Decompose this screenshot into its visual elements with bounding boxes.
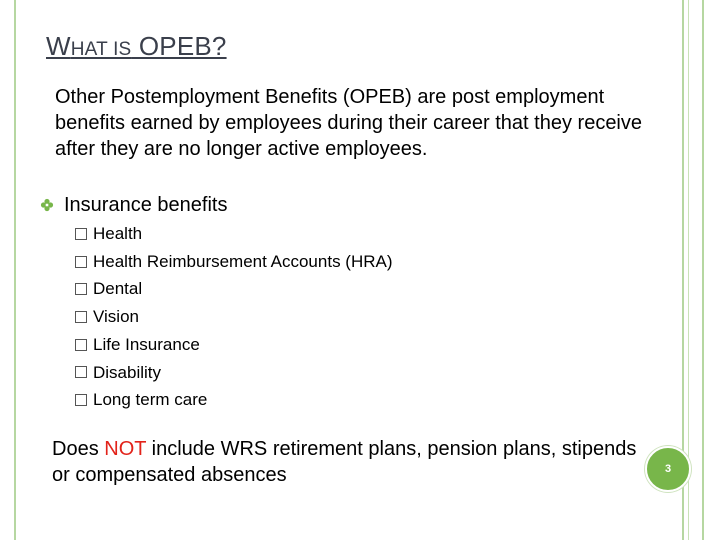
left-frame-line: [14, 0, 16, 540]
list-item: [75, 359, 393, 387]
list-item-label: Long term care: [93, 390, 208, 410]
checkbox-icon: [75, 339, 87, 351]
fleuron-icon: [40, 198, 54, 212]
list-item-label: Dental: [93, 279, 143, 299]
title-rest: OPEB?: [131, 31, 227, 61]
list-item: [75, 275, 393, 303]
title-small-caps: HAT IS: [70, 39, 132, 60]
right-frame-far-line: [702, 0, 704, 540]
list-item-label: Life Insurance: [93, 334, 200, 354]
checkbox-icon: [75, 283, 87, 295]
checkbox-icon: [75, 366, 87, 378]
page-number-badge: [645, 446, 691, 492]
list-item: [75, 248, 393, 276]
title-first-letter: W: [46, 31, 71, 61]
benefits-sublist: [75, 220, 393, 414]
checkbox-icon: [75, 256, 87, 268]
checkbox-icon: [75, 311, 87, 323]
checkbox-icon: [75, 394, 87, 406]
list-item-label: Vision: [93, 307, 139, 327]
list-item: [75, 386, 393, 414]
bullet-label: Insurance benefits: [64, 194, 228, 216]
list-item: [75, 303, 393, 331]
intro-paragraph: Other Postemployment Benefits (OPEB) are post employment benefits earned by employees during their career that they receive after they are no longer active employees.: [55, 86, 643, 160]
footer-after: include WRS retirement plans, pension plans, stipends or compensated absences: [52, 438, 637, 486]
checkbox-icon: [75, 228, 87, 240]
list-item: [75, 220, 393, 248]
footer-before: Does: [52, 438, 105, 460]
footer-emphasis: NOT: [104, 438, 147, 460]
list-item: [75, 331, 393, 359]
footer-paragraph: [52, 436, 652, 488]
slide-title: [46, 26, 227, 70]
bullet-item: [40, 192, 227, 218]
page-number: 3: [664, 463, 672, 475]
list-item-label: Health Reimbursement Accounts (HRA): [93, 251, 393, 271]
list-item-label: Health: [93, 224, 143, 243]
list-item-label: Disability: [93, 362, 162, 382]
